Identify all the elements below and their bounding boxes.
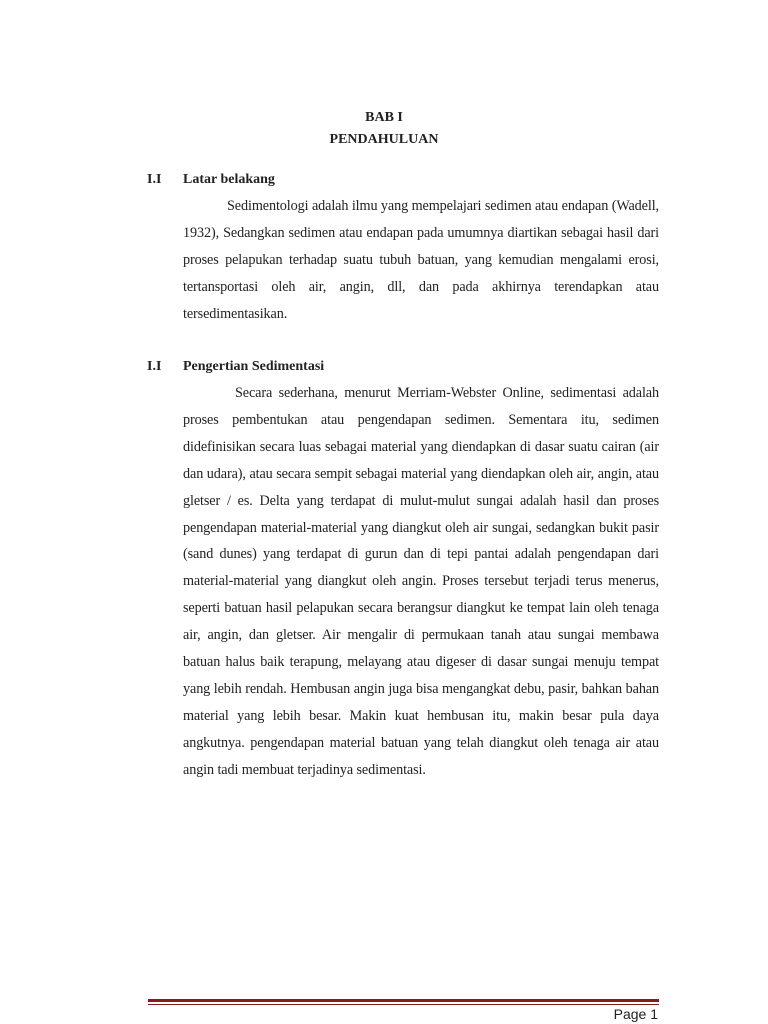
section-number: I.I [147, 359, 162, 374]
section-title: Pengertian Sedimentasi [183, 359, 325, 374]
section-number: I.I [147, 172, 162, 187]
section-paragraph-pengertian-sedimentasi: Secara sederhana, menurut Merriam-Webster Online, sedimentasi adalah proses pembentukan atau pengendapan sedimen. Sementara itu, sedimen didefinisikan secara luas sebagai material yang diendapkan di dasar suatu cairan (air dan udara), atau secara sempit sebagai material yang diendapkan oleh air, angin, atau gletser / es. Delta yang terdapat di mulut-mulut sungai adalah hasil dan proses pengendapan material-material yang diangkut oleh air sungai, sedangkan bukit pasir (sand dunes) yang terdapat di gurun dan di tepi pantai adalah pengendapan dari material-material yang diangkut oleh angin. Proses tersebut terjadi terus menerus, seperti batuan hasil pelapukan secara berangsur diangkut ke tempat lain oleh tenaga air, angin, dan gletser. Air mengalir di permukaan tanah atau sungai membawa batuan halus baik terapung, melayang atau digeser di dasar sungai menuju tempat yang lebih rendah. Hembusan angin juga bisa mengangkat debu, pasir, bahkan bahan material yang lebih besar. Makin kuat hembusan itu, makin besar pula daya angkutnya. pengendapan material batuan yang telah diangkut oleh tenaga air atau angin tadi membuat terjadinya sedimentasi. [183, 385, 659, 778]
section-paragraph-latar-belakang: Sedimentologi adalah ilmu yang mempelajari sedimen atau endapan (Wadell, 1932), Sedangkan sedimen atau endapan pada umumnya diartikan sebagai hasil dari proses pelapukan terhadap suatu tubuh batuan, yang kemudian mengalami erosi, tertansportasi oleh air, angin, dll, dan pada akhirnya terendapkan atau tersedimentasikan. [183, 198, 659, 322]
chapter-title: PENDAHULUAN [329, 132, 439, 147]
chapter-number: BAB I [365, 110, 403, 125]
footer-rule-thick [148, 999, 659, 1002]
page-number: Page 1 [613, 1006, 658, 1022]
footer-rule-thin [148, 1004, 659, 1005]
section-title: Latar belakang [183, 172, 275, 187]
